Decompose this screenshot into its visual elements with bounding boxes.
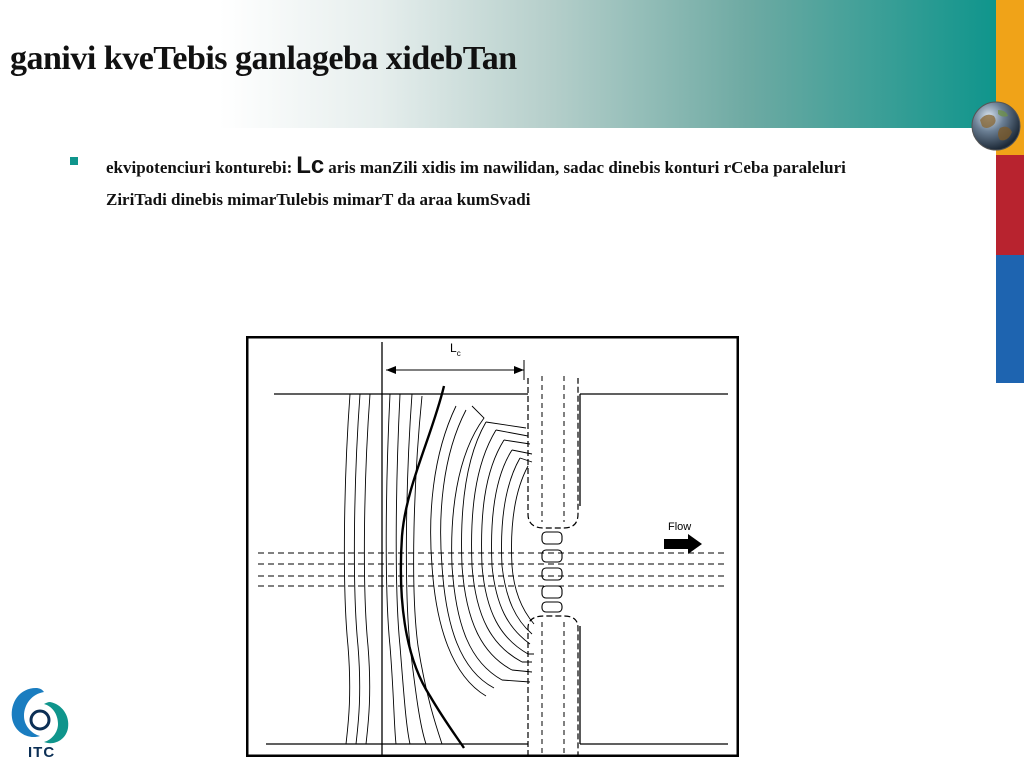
bullet-text xyxy=(106,150,906,216)
bullet-suffix: aris manZili xidis im nawilidan, sadac dinebis konturi rCeba paraleluri ZiriTadi dinebis mimarTulebis mimarT da araa kumSvadi xyxy=(106,158,846,209)
slide-title: ganivi kveTebis ganlageba xidebTan xyxy=(10,40,517,77)
bullet-prefix: ekvipotenciuri konturebi: xyxy=(106,158,293,177)
bullet-highlight-lc: Lc xyxy=(296,152,325,179)
bridge-flow-diagram xyxy=(246,336,739,757)
globe-icon xyxy=(970,100,1022,152)
accent-stripe-blue xyxy=(996,255,1024,383)
accent-stripe-red xyxy=(996,155,1024,255)
itc-logo-text: ITC xyxy=(28,744,56,761)
bullet-marker xyxy=(70,157,78,165)
flow-label: Flow xyxy=(668,521,692,533)
lc-label: $L_c$ xyxy=(450,341,461,358)
